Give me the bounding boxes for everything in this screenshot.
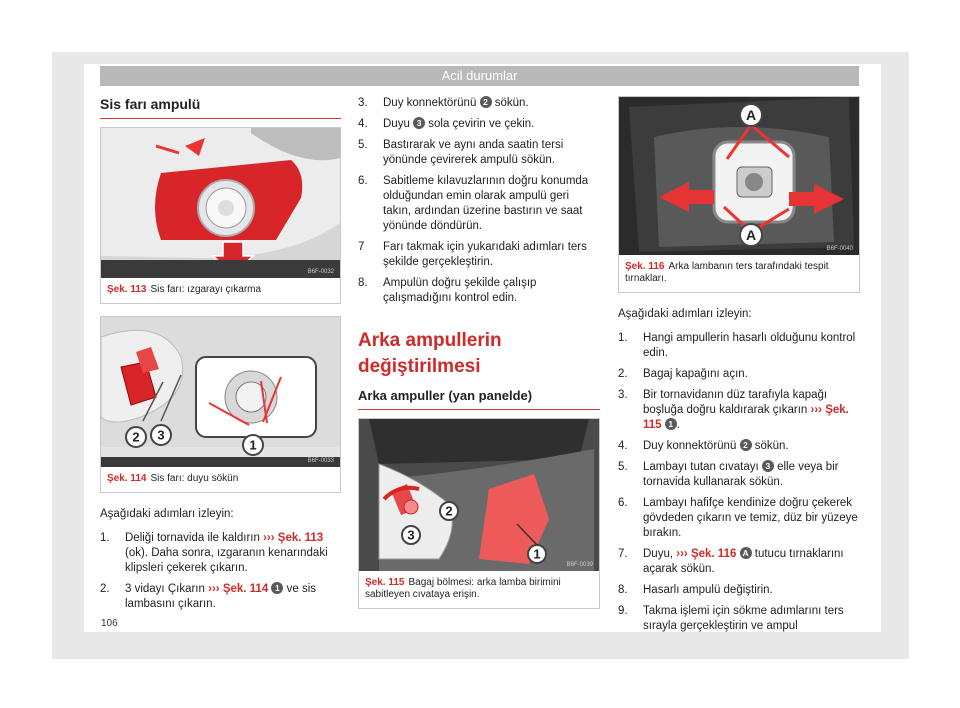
fog-light-grille-image	[101, 128, 340, 278]
caption-text: Arka lambanın ters tarafındaki tespit tırnakları.	[625, 261, 829, 284]
step-number: 3.	[618, 389, 628, 401]
trunk-compartment-image	[359, 419, 599, 571]
callout-label: 1	[533, 546, 541, 562]
step-item	[618, 604, 860, 634]
figure-code: B6F-0039	[566, 562, 593, 568]
figure-114	[100, 316, 341, 493]
step-item	[618, 439, 860, 454]
step-number: 2.	[100, 583, 110, 595]
step-item	[358, 138, 600, 168]
callout-label: 1	[249, 437, 257, 453]
step-item	[618, 547, 860, 577]
step-text: sökün.	[754, 440, 789, 452]
fog-light-socket-image	[101, 317, 340, 467]
step-text: (ok). Daha sonra, ızgaranın kenarındaki klipsleri çekerek çıkarın.	[125, 547, 328, 574]
step-text: elle veya bir tornavida kullanarak sökün.	[643, 461, 839, 488]
step-text: Farı takmak için yukarıdaki adımları ters şekilde gerçekleştirin.	[383, 241, 587, 268]
figure-label: Şek. 115	[365, 577, 405, 588]
steps-list	[358, 96, 600, 306]
callout-marker: 2	[740, 439, 752, 451]
step-item	[618, 496, 860, 541]
step-item	[618, 388, 860, 433]
callout-label: 2	[132, 429, 140, 445]
step-number: 1.	[618, 332, 628, 344]
section-rule	[100, 118, 341, 119]
callout-label: A	[745, 227, 757, 243]
step-text: sökün.	[494, 97, 529, 109]
step-text: Sabitleme kılavuzlarının doğru konumda olduğundan emin olarak ampulü geri takın, ardından üzerine bastırın ve saat yönünde döndürün.	[383, 175, 589, 232]
steps-list	[618, 331, 860, 634]
step-text: Lambayı tutan cıvatayı	[643, 461, 759, 473]
step-text: tutucu tırnaklarını açarak sökün.	[643, 548, 844, 575]
step-text: Ampulün doğru şekilde çalışıp çalışmadığını kontrol edin.	[383, 277, 537, 304]
step-text: Bir tornavidanın düz tarafıyla kapağı boşluğa doğru kaldırarak çıkarın	[643, 389, 828, 416]
step-text: Bastırarak ve aynı anda saatin tersi yönünde çevirerek ampulü sökün.	[383, 139, 564, 166]
step-text: Takma işlemi için sökme adımlarını ters sırayla gerçekleştirin ve ampul	[643, 605, 844, 632]
step-item	[100, 582, 341, 612]
step-item	[618, 367, 860, 382]
step-text: Duy konnektörünü	[383, 97, 477, 109]
figure-caption	[101, 278, 340, 303]
instructions-intro: Aşağıdaki adımları izleyin:	[100, 508, 234, 520]
step-number: 9.	[618, 605, 628, 617]
subsection-title: Arka ampuller (yan panelde)	[358, 388, 533, 403]
callout-label: 3	[157, 427, 165, 443]
step-text: Deliği tornavida ile kaldırın	[125, 532, 260, 544]
step-text: .	[676, 419, 680, 431]
figure-116	[618, 96, 860, 293]
step-number: 6.	[618, 497, 628, 509]
step-number: 5.	[358, 139, 368, 151]
steps-list	[100, 531, 341, 612]
figure-label: Şek. 113	[107, 284, 147, 295]
step-number: 3.	[358, 97, 368, 109]
step-item	[358, 240, 600, 270]
column-3	[618, 96, 860, 640]
callout-label: 2	[445, 503, 453, 519]
figure-reference-link[interactable]: Şek. 113	[277, 532, 324, 544]
callout-marker: A	[740, 547, 752, 559]
step-number: 8.	[358, 277, 368, 289]
step-item	[100, 531, 341, 576]
step-item	[618, 583, 860, 598]
figure-label: Şek. 116	[625, 261, 665, 272]
section-title: Sis farı ampulü	[100, 96, 201, 112]
caption-text: Sis farı: ızgarayı çıkarma	[150, 284, 262, 295]
figure-caption	[101, 467, 340, 492]
figure-113	[100, 127, 341, 304]
step-item	[358, 276, 600, 306]
caption-text: Sis farı: duyu sökün	[150, 473, 239, 484]
callout-label: 3	[407, 527, 415, 543]
reference-arrow: ›››	[263, 532, 275, 544]
step-number: 7	[358, 241, 365, 253]
figure-reference-link[interactable]: Şek. 114	[222, 583, 269, 595]
step-item	[618, 331, 860, 361]
step-text: Duyu,	[643, 548, 674, 560]
step-item	[358, 117, 600, 132]
step-number: 7.	[618, 548, 628, 560]
figure-caption	[619, 255, 859, 292]
step-number: 4.	[358, 118, 368, 130]
step-number: 1.	[100, 532, 110, 544]
figure-115	[358, 418, 600, 609]
step-text: Bagaj kapağını açın.	[643, 368, 748, 380]
chapter-header: Acil durumlar	[100, 66, 859, 86]
step-text: Hangi ampullerin hasarlı olduğunu kontrol edin.	[643, 332, 856, 359]
figure-caption	[359, 571, 599, 608]
column-2	[358, 96, 600, 609]
callout-marker: 3	[413, 117, 425, 129]
caption-text: Bagaj bölmesi: arka lamba birimini sabitleyen cıvataya erişin.	[365, 577, 561, 600]
figure-reference-link[interactable]: Şek. 116	[690, 548, 737, 560]
tail-light-reverse-image	[619, 97, 859, 255]
callout-marker: 3	[762, 460, 774, 472]
step-item	[618, 460, 860, 490]
section-rule	[358, 409, 600, 410]
step-number: 5.	[618, 461, 628, 473]
instructions-intro: Aşağıdaki adımları izleyin:	[618, 308, 752, 320]
step-text: Duy konnektörünü	[643, 440, 737, 452]
main-section-title: Arka ampullerin değiştirilmesi	[358, 330, 502, 377]
callout-marker: 1	[665, 418, 677, 430]
figure-label: Şek. 114	[107, 473, 147, 484]
figure-code: B6F-0032	[307, 269, 334, 275]
step-text: Duyu	[383, 118, 410, 130]
figure-code: B6F-0033	[307, 458, 334, 464]
callout-label: A	[745, 107, 757, 123]
page-number: 106	[101, 618, 118, 629]
step-number: 2.	[618, 368, 628, 380]
step-number: 8.	[618, 584, 628, 596]
step-text: Lambayı hafifçe kendinize doğru çekerek gövdeden çıkarın ve temiz, düz bir yüzeye bırakın.	[643, 497, 858, 539]
callout-marker: 1	[271, 582, 283, 594]
callout-marker: 2	[480, 96, 492, 108]
reference-arrow: ›››	[208, 583, 220, 595]
figure-reference-link[interactable]: Şek. 115	[643, 404, 849, 431]
step-item	[358, 96, 600, 111]
step-text: 3 vidayı Çıkarın	[125, 583, 205, 595]
figure-code: B6F-0040	[826, 246, 853, 252]
step-number: 6.	[358, 175, 368, 187]
step-number: 4.	[618, 440, 628, 452]
step-text: sola çevirin ve çekin.	[428, 118, 535, 130]
reference-arrow: ›››	[810, 404, 822, 416]
step-text: Hasarlı ampulü değiştirin.	[643, 584, 773, 596]
step-item	[358, 174, 600, 234]
step-text: ve sis lambasını çıkarın.	[125, 583, 317, 610]
column-1	[100, 96, 341, 618]
reference-arrow: ›››	[676, 548, 688, 560]
